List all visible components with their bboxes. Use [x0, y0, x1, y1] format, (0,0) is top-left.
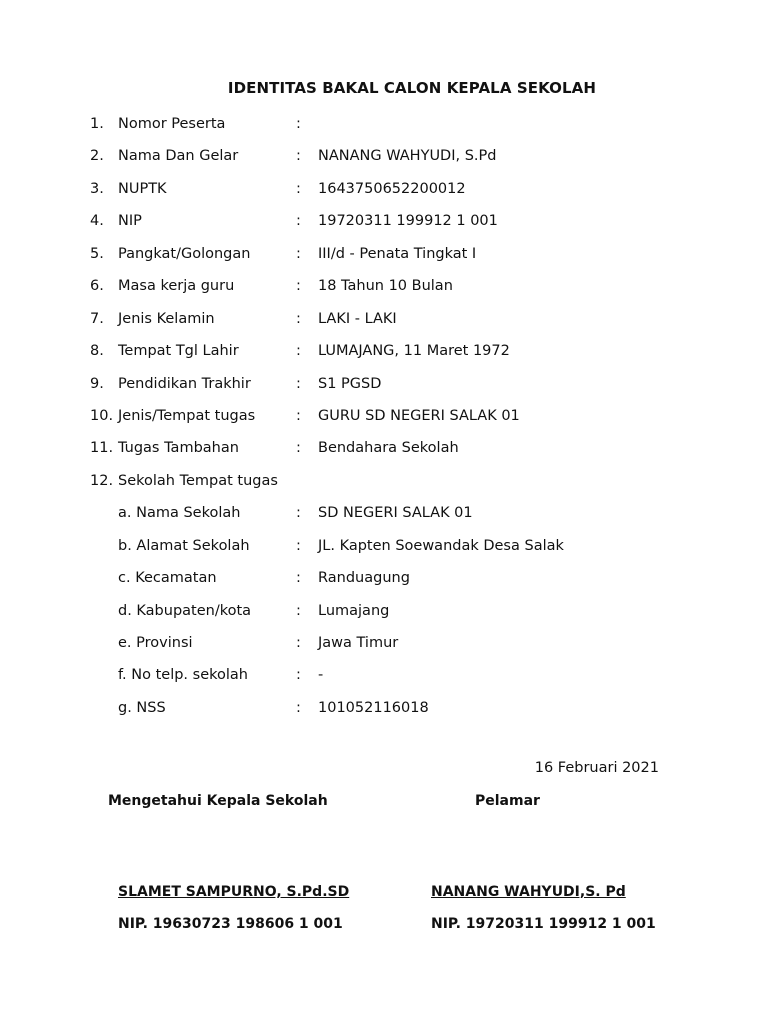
field-number: 10. [90, 408, 114, 424]
field-value: III/d - Penata Tingkat I [318, 246, 477, 262]
field-value: GURU SD NEGERI SALAK 01 [318, 408, 520, 424]
school-field-value: Lumajang [318, 603, 390, 619]
field-colon: : [296, 311, 301, 327]
field-number: 3. [90, 181, 104, 197]
school-field-value: - [318, 667, 324, 683]
field-colon: : [296, 376, 301, 392]
field-value: 1643750652200012 [318, 181, 466, 197]
field-value: Bendahara Sekolah [318, 440, 459, 456]
field-value: 18 Tahun 10 Bulan [318, 278, 453, 294]
field-label: Jenis Kelamin [118, 311, 215, 327]
field-number: 6. [90, 278, 104, 294]
field-colon: : [296, 505, 301, 521]
school-field-label: a. Nama Sekolah [118, 505, 241, 521]
applicant-nip: NIP. 19720311 199912 1 001 [431, 916, 656, 932]
field-number: 1. [90, 116, 104, 132]
school-field-value: SD NEGERI SALAK 01 [318, 505, 473, 521]
field-label: Sekolah Tempat tugas [118, 473, 278, 489]
field-colon: : [296, 408, 301, 424]
field-colon: : [296, 181, 301, 197]
field-colon: : [296, 246, 301, 262]
principal-name: SLAMET SAMPURNO, S.Pd.SD [118, 884, 350, 900]
principal-nip: NIP. 19630723 198606 1 001 [118, 916, 343, 932]
field-colon: : [296, 635, 301, 651]
school-field-label: g. NSS [118, 700, 166, 716]
school-field-value: Randuagung [318, 570, 410, 586]
field-value: LAKI - LAKI [318, 311, 397, 327]
field-number: 4. [90, 213, 104, 229]
school-field-label: c. Kecamatan [118, 570, 217, 586]
field-colon: : [296, 343, 301, 359]
field-colon: : [296, 538, 301, 554]
field-number: 12. [90, 473, 114, 489]
field-number: 11. [90, 440, 114, 456]
school-field-label: b. Alamat Sekolah [118, 538, 250, 554]
school-field-value: 101052116018 [318, 700, 429, 716]
school-field-label: e. Provinsi [118, 635, 193, 651]
document-date: 16 Februari 2021 [534, 760, 659, 776]
field-colon: : [296, 213, 301, 229]
field-label: Pendidikan Trakhir [118, 376, 251, 392]
field-value: LUMAJANG, 11 Maret 1972 [318, 343, 510, 359]
field-colon: : [296, 278, 301, 294]
field-label: Jenis/Tempat tugas [118, 408, 256, 424]
school-field-label: f. No telp. sekolah [118, 667, 248, 683]
field-colon: : [296, 570, 301, 586]
school-field-value: JL. Kapten Soewandak Desa Salak [318, 538, 564, 554]
field-label: Nomor Peserta [118, 116, 226, 132]
field-label: Masa kerja guru [118, 278, 235, 294]
field-colon: : [296, 667, 301, 683]
applicant-name: NANANG WAHYUDI,S. Pd [431, 884, 626, 900]
field-colon: : [296, 440, 301, 456]
field-label: Tugas Tambahan [118, 440, 239, 456]
field-number: 8. [90, 343, 104, 359]
field-value: NANANG WAHYUDI, S.Pd [318, 148, 497, 164]
field-value: 19720311 199912 1 001 [318, 213, 498, 229]
field-label: Tempat Tgl Lahir [118, 343, 239, 359]
applicant-heading: Pelamar [475, 793, 540, 809]
document-title: IDENTITAS BAKAL CALON KEPALA SEKOLAH [227, 79, 597, 97]
field-number: 9. [90, 376, 104, 392]
school-field-label: d. Kabupaten/kota [118, 603, 252, 619]
field-label: Nama Dan Gelar [118, 148, 239, 164]
school-field-value: Jawa Timur [318, 635, 399, 651]
field-number: 7. [90, 311, 104, 327]
principal-heading: Mengetahui Kepala Sekolah [108, 793, 328, 809]
field-number: 2. [90, 148, 104, 164]
field-number: 5. [90, 246, 104, 262]
field-colon: : [296, 148, 301, 164]
field-label: NUPTK [118, 181, 167, 197]
field-colon: : [296, 700, 301, 716]
field-colon: : [296, 116, 301, 132]
field-label: Pangkat/Golongan [118, 246, 251, 262]
field-colon: : [296, 603, 301, 619]
field-value: S1 PGSD [318, 376, 382, 392]
field-label: NIP [118, 213, 142, 229]
